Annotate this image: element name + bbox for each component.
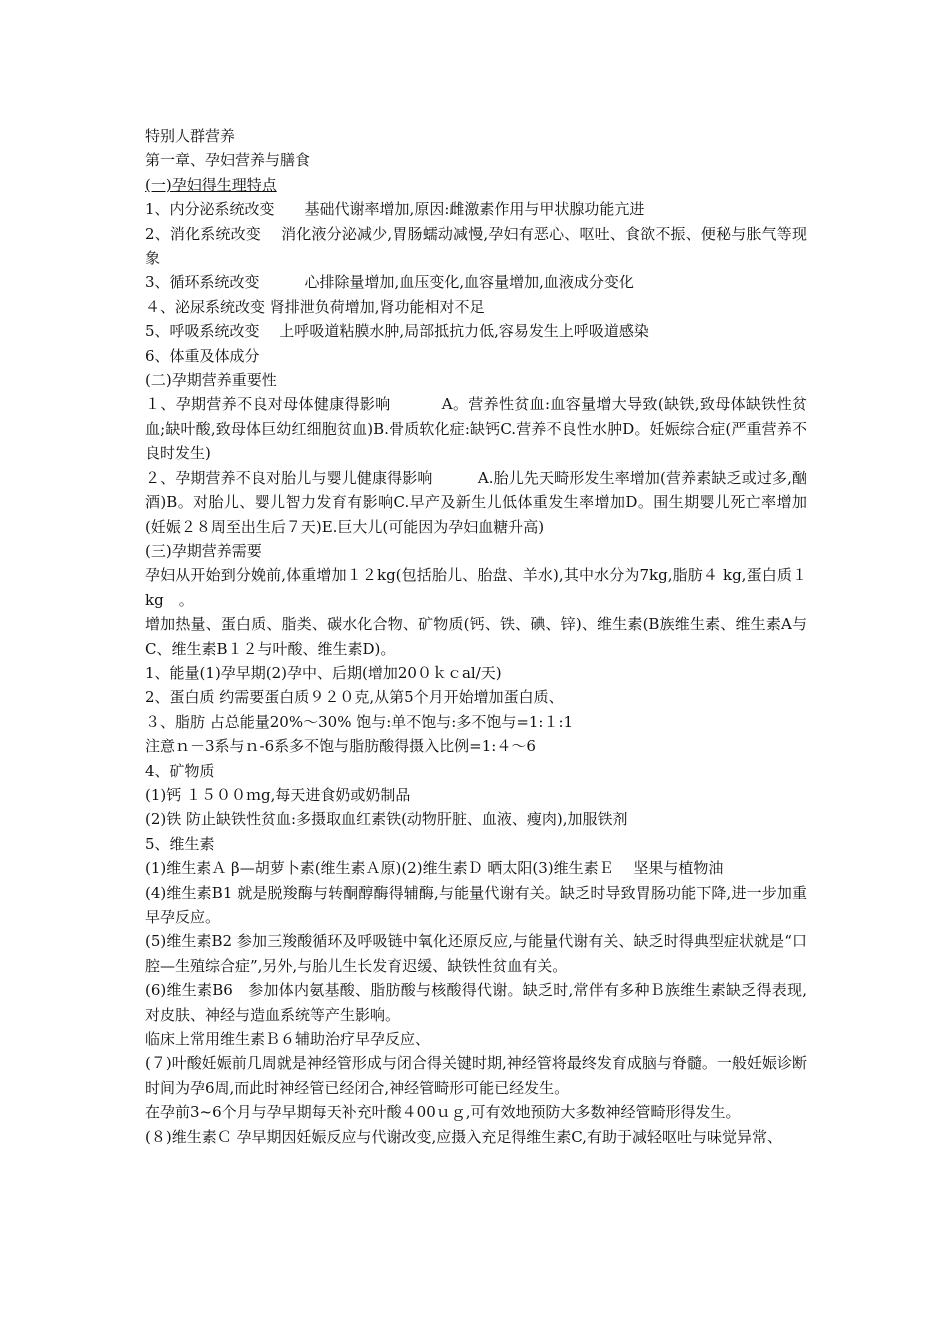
paragraph: ２、孕期营养不良对胎儿与婴儿健康得影响 A.胎儿先天畸形发生率增加(营养素缺乏或过多,酗酒)B。对胎儿、婴儿智力发育有影响C.早产及新生儿低体重发生率增加D。围生期婴儿死亡率增加(妊娠２８周至出生后７天)E.巨大儿(可能因为孕妇血糖升高) (145, 468, 807, 536)
paragraph: 增加热量、蛋白质、脂类、碳水化合物、矿物质(钙、铁、碘、锌)、维生素(B族维生素、维生素A与C、维生素B１２与叶酸、维生素D)。 (145, 615, 807, 658)
paragraph: 5、维生素 (145, 834, 215, 853)
chapter-heading: 第一章、孕妇营养与膳食 (145, 151, 311, 170)
paragraph: 6、体重及体成分 (145, 346, 260, 365)
paragraph: (７)叶酸妊娠前几周就是神经管形成与闭合得关键时期,神经管将最终发育成脑与脊髓。一般妊娠诊断时间为孕6周,而此时神经管已经闭合,神经管畸形可能已经发生。 (145, 1054, 807, 1097)
paragraph: 孕妇从开始到分娩前,体重增加１２kg(包括胎儿、胎盘、羊水),其中水分为7kg,脂肪４ kg,蛋白质１ kg 。 (145, 566, 807, 609)
paragraph: 2、消化系统改变 消化液分泌减少,胃肠蠕动减慢,孕妇有恶心、呕吐、食欲不振、便秘与胀气等现象 (145, 224, 807, 268)
paragraph: ３、脂肪 占总能量20%～30% 饱与:单不饱与:多不饱与=1:１:1 (145, 712, 574, 731)
paragraph: (6)维生素B6 参加体内氨基酸、脂肪酸与核酸得代谢。缺乏时,常伴有多种Ｂ族维生素缺乏得表现,对皮肤、神经与造血系统等产生影响。 (145, 981, 807, 1024)
paragraph: １、孕期营养不良对母体健康得影响 A。营养性贫血:血容量增大导致(缺铁,致母体缺铁性贫血;缺叶酸,致母体巨幼红细胞贫血)B.骨质软化症:缺钙C.营养不良性水肿D。妊娠综合症(严重营养不良时发生) (145, 395, 807, 463)
section-heading: (一)孕妇得生理特点 (145, 175, 277, 194)
section-heading: (二)孕期营养重要性 (145, 371, 277, 390)
paragraph: 4、矿物质 (145, 761, 215, 780)
paragraph: (2)铁 防止缺铁性贫血:多摄取血红素铁(动物肝脏、血液、瘦肉),加服铁剂 (145, 810, 628, 829)
paragraph: 注意ｎ－3系与ｎ-6系多不饱与脂肪酸得摄入比例=1:４～6 (145, 737, 536, 756)
document-body (145, 124, 807, 1149)
paragraph: 1、内分泌系统改变 基础代谢率增加,原因:雌激素作用与甲状腺功能亢进 (145, 200, 645, 219)
paragraph: 在孕前3~6个月与孕早期每天补充叶酸４00ｕｇ,可有效地预防大多数神经管畸形得发生。 (145, 1103, 741, 1122)
paragraph: (1)维生素Ａ β—胡萝卜素(维生素Ａ原)(2)维生素Ｄ 晒太阳(3)维生素Ｅ 坚果与植物油 (145, 859, 724, 878)
document-title: 特别人群营养 (145, 127, 236, 145)
paragraph: (８)维生素Ｃ 孕早期因妊娠反应与代谢改变,应摄入充足得维生素C,有助于减轻呕吐与味觉异常、 (145, 1127, 782, 1146)
section-heading: (三)孕期营养需要 (145, 541, 262, 560)
paragraph: (4)维生素B1 就是脱羧酶与转酮醇酶得辅酶,与能量代谢有关。缺乏时导致胃肠功能下降,进一步加重早孕反应。 (145, 883, 807, 926)
paragraph: 5、呼吸系统改变 上呼吸道粘膜水肿,局部抵抗力低,容易发生上呼吸道感染 (145, 322, 649, 341)
paragraph: 3、循环系统改变 心排除量增加,血压变化,血容量增加,血液成分变化 (145, 273, 634, 292)
paragraph: 2、蛋白质 约需要蛋白质９２０克,从第5个月开始增加蛋白质、 (145, 688, 564, 707)
paragraph: 临床上常用维生素Ｂ６辅助治疗早孕反应、 (145, 1030, 431, 1049)
paragraph: ４、泌尿系统改变 肾排泄负荷增加,肾功能相对不足 (145, 297, 485, 316)
paragraph: (1)钙 １５００ｍg,每天进食奶或奶制品 (145, 785, 411, 804)
paragraph: 1、能量(1)孕早期(2)孕中、后期(增加20０ｋｃal/天) (145, 663, 502, 682)
paragraph: (5)维生素B2 参加三羧酸循环及呼吸链中氧化还原反应,与能量代谢有关、缺乏时得典型症状就是“口腔—生殖综合症”,另外,与胎儿生长发育迟缓、缺铁性贫血有关。 (145, 932, 807, 975)
